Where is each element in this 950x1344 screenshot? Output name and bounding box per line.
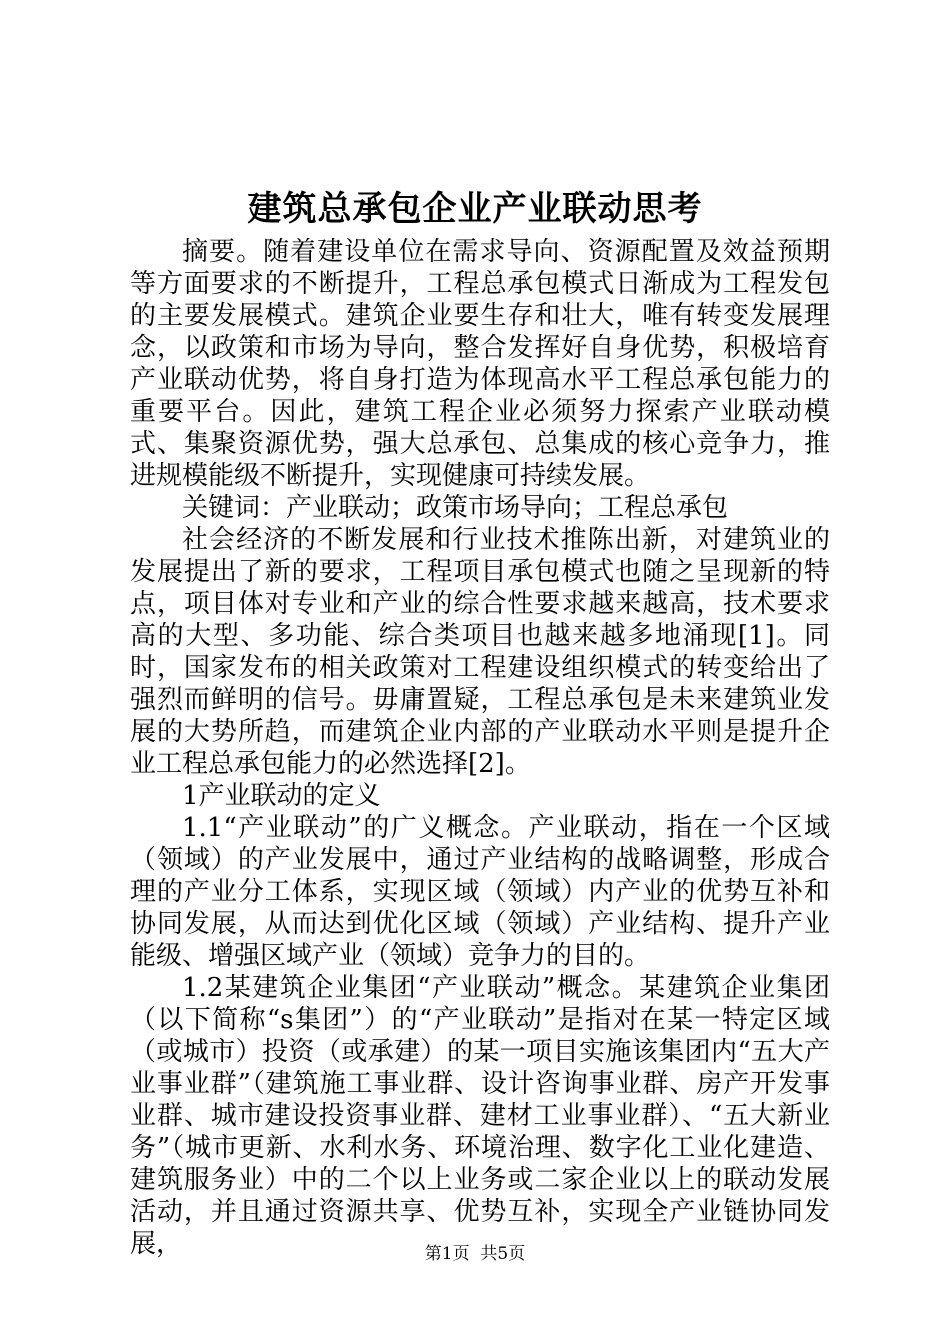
intro-paragraph: 社会经济的不断发展和行业技术推陈出新，对建筑业的发展提出了新的要求，工程项目承包模式也随之呈现新的特点，项目体对专业和产业的综合性要求越来越高，技术要求高的大型、多功能、综合类项目也越来越多地涌现[1]。同时，国家发布的相关政策对工程建设组织模式的转变给出了强烈而鲜明的信号。毋庸置疑，工程总承包是未来建筑业发展的大势所趋，而建筑企业内部的产业联动水平则是提升企业工程总承包能力的必然选择[2]。 bbox=[130, 525, 830, 779]
keywords-paragraph: 关键词：产业联动；政策市场导向；工程总承包 bbox=[182, 493, 729, 523]
section-1-1-paragraph: 1.1“产业联动”的广义概念。产业联动，指在一个区域（领域）的产业发展中，通过产业结构的战略调整，形成合理的产业分工体系，实现区域（领域）内产业的优势互补和协同发展，从而达到优化区域（领域）产业结构、提升产业能级、增强区域产业（领域）竞争力的目的。 bbox=[130, 813, 830, 971]
section-1-2-paragraph: 1.2某建筑企业集团“产业联动”概念。某建筑企业集团（以下简称“s集团”）的“产业联动”是指对在某一特定区域（或城市）投资（或承建）的某一项目实施该集团内“五大产业事业群”（建筑施工事业群、设计咨询事业群、房产开发事业群、城市建设投资事业群、建材工业事业群）、“五大新业务”（城市更新、水利水务、环境治理、数字化工业化建造、建筑服务业）中的二个以上业务或二家企业以上的联动发展活动，并且通过资源共享、优势互补，实现全产业链协同发展， bbox=[130, 973, 830, 1259]
document-title: 建筑总承包企业产业联动思考 bbox=[247, 189, 703, 229]
page-footer bbox=[0, 1242, 950, 1266]
document-body bbox=[130, 236, 830, 1260]
page-number: 第1页 共5页 bbox=[424, 1244, 526, 1264]
abstract-paragraph: 摘要。随着建设单位在需求导向、资源配置及效益预期等方面要求的不断提升，工程总承包模式日渐成为工程发包的主要发展模式。建筑企业要生存和壮大，唯有转变发展理念，以政策和市场为导向，整合发挥好自身优势，积极培育产业联动优势，将自身打造为体现高水平工程总承包能力的重要平台。因此，建筑工程企业必须努力探索产业联动模式、集聚资源优势，强大总承包、总集成的核心竞争力，推进规模能级不断提升，实现健康可持续发展。 bbox=[130, 237, 830, 491]
section-heading-1: 1产业联动的定义 bbox=[182, 781, 381, 811]
